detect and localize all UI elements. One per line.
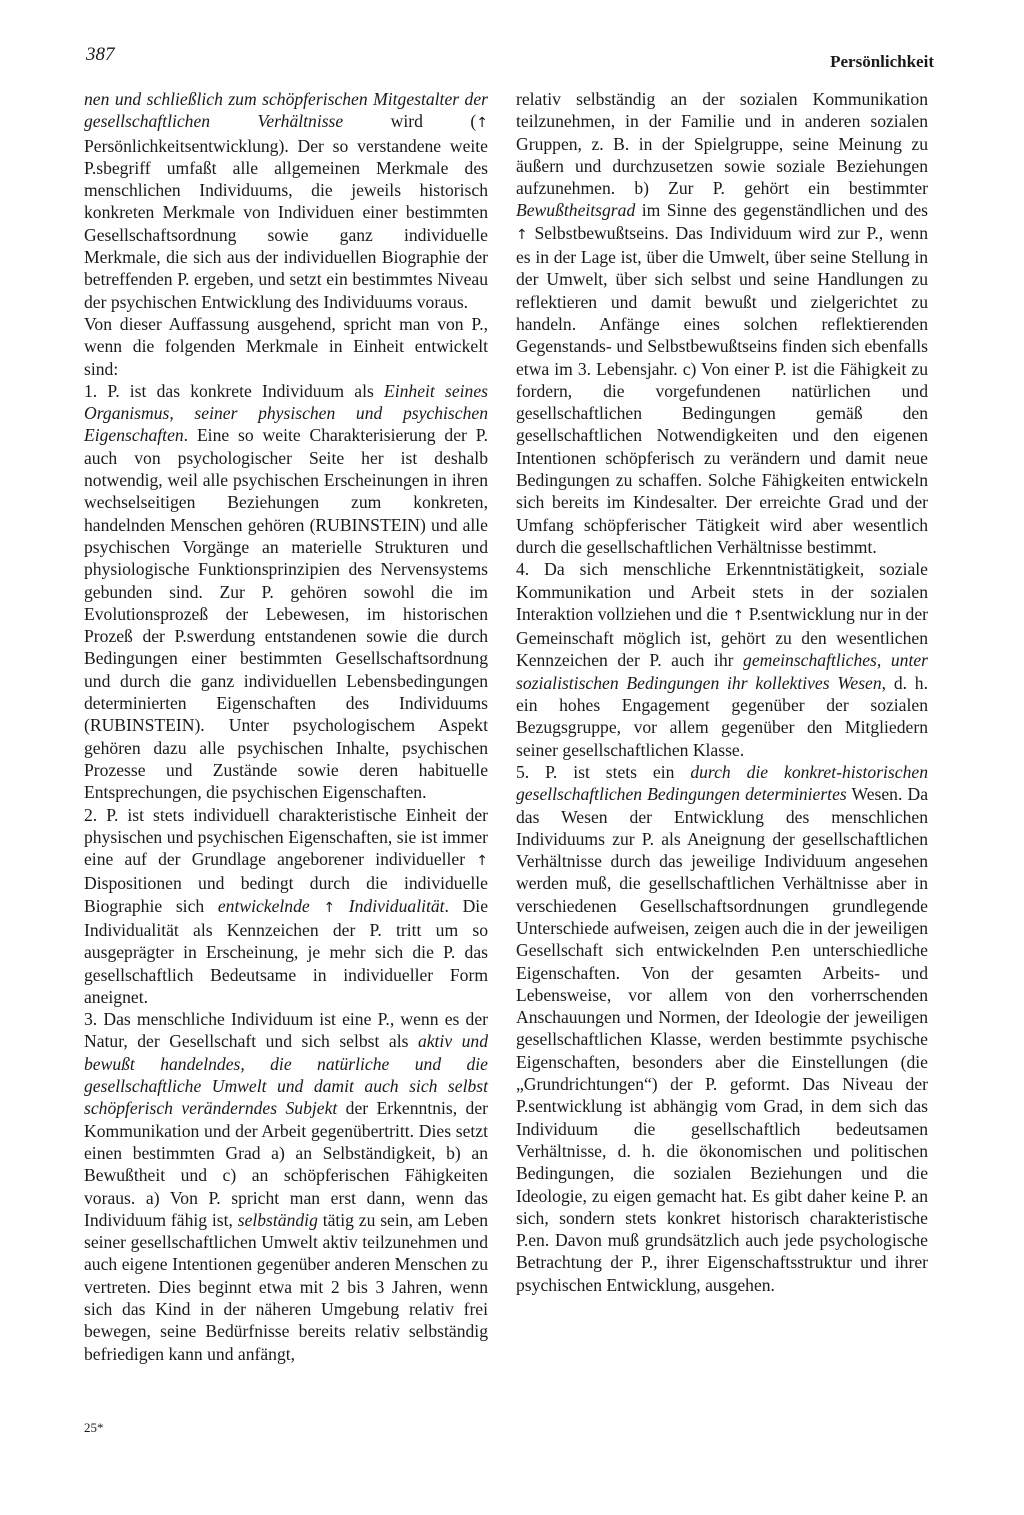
text-run (335, 896, 349, 916)
text-run: 5. P. ist stets ein (516, 761, 691, 782)
text-run: 2. P. ist stets individuell charakteristische Einheit der physischen und psychischen Eigenschaften, sie ist immer eine auf der Grundlage angeborener individueller (84, 804, 488, 870)
right-column (516, 88, 928, 1296)
reference-arrow-icon: ↑ (732, 607, 745, 624)
text-run: wird ( (343, 111, 477, 132)
text-run: Von dieser Auffassung ausgehend, spricht man von P., wenn die folgenden Merkmale in Einheit entwickelt sind: (84, 313, 488, 379)
emphasized-text: Einheit seines Organismus, seiner physischen und psychischen Eigenschaften (84, 380, 488, 446)
text-run: P.sentwicklung nur in der Gemeinschaft möglich ist, gehört zu den wesentlichen Kennzeichen der P. auch ihr (516, 603, 928, 671)
text-run: , d. h. ein hohes Engagement gegenüber der sozialen Bezugsgruppe, vor allem gegenüber den Mitgliedern seiner gesellschaftlichen Klasse. (516, 672, 928, 760)
emphasized-text: Bewußtheitsgrad (516, 200, 636, 221)
reference-arrow-icon: ↑ (516, 226, 528, 243)
text-run: Wesen. Da das Wesen der Entwicklung des menschlichen Individuums zur P. als Aneignung der gesellschaftlichen Verhältnisse durch das jeweilige Individuum angesehen werden muß, die gesellschaftlichen Verhältnisse aber in verschiedenen Gesellschaftsordnungen grundlegende Unterschiede aufweisen, zeigen auch die in der jeweiligen Gesellschaft sich entwickelnden P.en unterschiedliche Eigenschaften. Von der gesamten Arbeits- und Lebensweise, vor allem von den vorherrschenden Anschauungen und Normen, der Ideologie der jeweiligen gesellschaftlichen Klasse, werden bestimmte psychische Eigenschaften, besonders aber die Einstellungen (die „Grundrichtungen“) der P. geformt. Das Niveau der P.sentwicklung ist abhängig vom Grad, in dem sich das Individuum die gesellschaftlich bedeutsamen Verhältnisse, d. h. die ökonomischen und politischen Bedingungen, die sozialen Beziehungen und die Ideologie, zu eigen gemacht hat. Es gibt daher keine P. an sich, sondern stets konkret historisch charakteristische P.en. Davon muß grundsätzlich auch jede psychologische Betrachtung der P., ihrer Eigenschaftsstruktur und ihrer psychischen Entwicklung, ausgehen. (516, 784, 928, 1295)
page-number: 387 (86, 44, 115, 65)
text-run: relativ selbständig an der sozialen Kommunikation teilzunehmen, in der Familie und in anderen sozialen Gruppen, z. B. in der Spielgruppe, seine Meinung zu äußern und durchzusetzen sowie soziale Beziehungen aufzunehmen. b) Zur P. gehört ein bestimmter (516, 89, 928, 199)
paragraph (84, 313, 488, 380)
reference-arrow-icon: ↑ (323, 899, 336, 916)
emphasized-text: aktiv und bewußt handelndes, die natürliche und die gesellschaftliche Umwelt und damit auch sich selbst schöpferisch veränderndes Subjekt (84, 1031, 489, 1119)
numbered-paragraph-2 (84, 804, 488, 1009)
text-run (310, 896, 324, 916)
text-run: . Die Individualität als Kennzeichen der P. tritt um so ausgeprägter in Erscheinung, je mehr sich die P. das gesellschaftlich Bedeutsame in individueller Form aneignet. (84, 895, 489, 1007)
text-run: Dispositionen und bedingt durch die individuelle Biographie sich (84, 873, 488, 916)
text-run: tätig zu sein, am Leben seiner gesellschaftlichen Umwelt aktiv teilzunehmen und auch eigene Intentionen gegenüber anderen Menschen zu vertreten. Dies beginnt etwa mit 2 bis 3 Jahren, wenn sich das Kind in der näheren Umgebung relativ frei bewegen, seine Bedürfnisse bereits relativ selbständig befriedigen kann und anfängt, (84, 1209, 489, 1364)
running-head: Persönlichkeit (830, 52, 934, 71)
numbered-paragraph-5 (516, 761, 928, 1296)
text-run: 1. P. ist das konkrete Individuum als (84, 380, 384, 401)
reference-arrow-icon: ↑ (476, 853, 488, 870)
numbered-paragraph-1 (84, 380, 488, 804)
reference-arrow-icon: ↑ (476, 115, 488, 132)
numbered-paragraph-4 (516, 558, 928, 761)
text-run: Selbstbewußtseins. Das Individuum wird zur P., wenn es in der Lage ist, über die Umwelt, über seine Stellung in der Umwelt, über sich selbst und seine Handlungen zu reflektieren und damit bewußt und zielgerichtet zu handeln. Anfänge eines solchen reflektierenden Gegenstands- und Selbstbewußtseins finden sich ebenfalls etwa im 3. Lebensjahr. c) Von einer P. ist die Fähigkeit zu fordern, die vorgefundenen natürlichen und gesellschaftlichen Bedingungen gemäß den gesellschaftlichen Notwendigkeiten und den eigenen Intentionen schöpferisch zu verändern und damit neue Bedingungen zu schaffen. Solche Fähigkeiten entwickeln sich bereits im Kindesalter. Der erreichte Grad und der Umfang schöpferischer Tätigkeit wird aber wesentlich durch die gesellschaftlichen Verhältnisse bestimmt. (516, 222, 928, 557)
text-run: im Sinne des gegenständlichen und des (635, 200, 928, 221)
left-column (84, 88, 488, 1365)
signature-mark: 25* (84, 1420, 104, 1435)
text-run: Persönlichkeitsentwicklung). Der so verstandene weite P.sbegriff umfaßt alle allgemeinen Merkmale des menschlichen Individuums, die jeweils historisch konkreten Merkmale von Individuen einer bestimmten Gesellschaftsordnung sowie ganz individuelle Merkmale, die sich aus der individuellen Biographie der betreffenden P. ergeben, und setzt ein bestimmtes Niveau der psychischen Entwicklung des Individuums voraus. (84, 135, 488, 312)
paragraph (84, 88, 488, 313)
text-run: 4. Da sich menschliche Erkenntnistätigkeit, soziale Kommunikation und Arbeit stets in der sozialen Interaktion vollziehen und die (516, 559, 928, 624)
emphasized-text: Individualität (348, 895, 445, 916)
numbered-paragraph-3 (84, 1008, 488, 1365)
paragraph (516, 88, 928, 558)
text-run: 3. Das menschliche Individuum ist eine P., wenn es der Natur, der Gesellschaft und sich selbst als (84, 1009, 488, 1052)
emphasized-text: selbständig (237, 1209, 318, 1230)
emphasized-text: entwickelnde (217, 895, 310, 916)
text-run: . Eine so weite Charakterisierung der P. auch von psychologischer Seite her ist deshalb notwendig, weil alle psychischen Erscheinungen in ihren wechselseitigen Beziehungen zum konkreten, handelnden Menschen gehören (RUBINSTEIN) und alle psychischen Vorgänge an materielle Strukturen und physiologische Funktionsprinzipien des Nervensystems gebunden sind. Zur P. gehören sowohl die im Evolutionsprozeß der Lebewesen, im historischen Prozeß der P.swerdung entstandenen sowie die durch Bedingungen einer bestimmten Gesellschaftsordnung und durch die ganz individuellen Lebensbedingungen determinierten Eigenschaften des Individuums (RUBINSTEIN). Unter psychologischem Aspekt gehören dazu alle psychischen Inhalte, psychischen Prozesse und Zustände sowie deren habituelle Entsprechungen, die psychischen Eigenschaften. (84, 425, 488, 803)
emphasized-text: gemeinschaftliches, unter sozialistischen Bedingungen ihr kollektives Wesen (516, 650, 928, 693)
emphasized-text: durch die konkret-historischen gesellschaftlichen Bedingungen determiniertes (516, 761, 928, 805)
emphasized-text: nen und schließlich zum schöpferischen Mitgestalter der gesellschaftlichen Verhältnisse (84, 89, 488, 132)
text-run: der Erkenntnis, der Kommunikation und der Arbeit gegenübertritt. Dies setzt einen bestimmten Grad a) an Selbständigkeit, b) an Bewußtheit und c) an schöpferischen Fähigkeiten voraus. a) Von P. spricht man erst dann, wenn das Individuum fähig ist, (84, 1098, 488, 1230)
